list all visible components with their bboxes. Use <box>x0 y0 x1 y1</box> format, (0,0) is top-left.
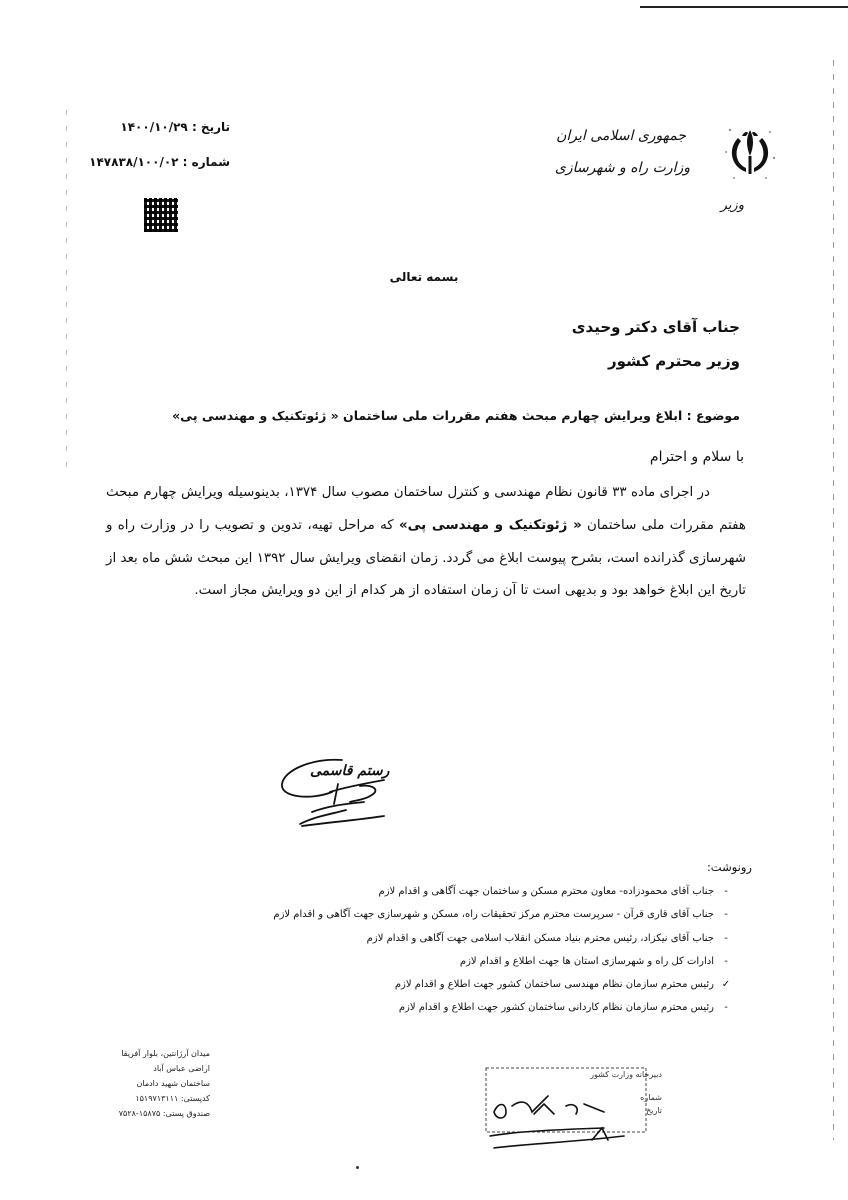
addressee-line1: جناب آقای دکتر وحیدی <box>571 318 740 336</box>
list-item: -رئیس محترم سازمان نظام کاردانی ساختمان کشور جهت اطلاع و اقدام لازم <box>398 1002 728 1014</box>
stamp-date-label: تاریخ <box>646 1106 662 1115</box>
date-line <box>120 120 230 134</box>
list-item: -ادارات کل راه و شهرسازی استان ها جهت اطلاع و اقدام لازم <box>459 955 728 967</box>
iran-emblem-icon <box>720 122 780 184</box>
scan-edge-right <box>833 60 834 1140</box>
number-line <box>89 155 230 169</box>
barcode-icon <box>144 198 178 232</box>
stamp-number-label: شماره <box>640 1093 662 1102</box>
subject-line: موضوع : ابلاغ ویرایش چهارم مبحث هفتم مقررات ملی ساختمان « ژئوتکنیک و مهندسی پی» <box>172 408 740 423</box>
body-bold-title: « ژئوتکنیک و مهندسی پی» <box>398 517 582 533</box>
list-item: ✓رئیس محترم سازمان نظام مهندسی ساختمان کشور جهت اطلاع و اقدام لازم <box>178 973 738 996</box>
stamp-text <box>486 1070 662 1115</box>
list-item: -جناب آقای نیکزاد، رئیس محترم بنیاد مسکن انقلاب اسلامی جهت آگاهی و اقدام لازم <box>366 932 728 944</box>
country-name: جمهوری اسلامی ایران <box>556 128 686 144</box>
list-item: -جناب آقای محمودزاده- معاون محترم مسکن و ساختمان جهت آگاهی و اقدام لازم <box>378 886 728 897</box>
scan-dot <box>356 1166 359 1169</box>
date-label: تاریخ : <box>191 120 230 134</box>
number-label: شماره : <box>182 155 230 169</box>
office-name: وزیر <box>720 198 744 213</box>
cc-list <box>178 880 738 1020</box>
scan-edge-top <box>640 6 848 8</box>
scan-edge-left <box>66 110 67 470</box>
body-part2: که مراحل تهیه، تدوین و تصویب را در وزارت راه و شهرسازی گذرانده است، بشرح پیوست ابلاغ می گردد. زمان انقضای ویرایش سال ۱۳۹۲ این مبحث شش ماه بعد از تاریخ این ابلاغ خواهد بود و بدیهی است تا آن زمان استفاده از هر کدام از این دو ویرایش مجاز است. <box>106 517 746 599</box>
list-item: -جناب آقای قاری قرآن - سرپرست محترم مرکز تحقیقات راه، مسکن و شهرسازی جهت آگاهی و اقدام لازم <box>273 909 728 921</box>
invocation: بسمه تعالی <box>389 270 459 284</box>
greeting: با سلام و احترام <box>649 449 744 465</box>
ministry-address: میدان آرژانتین، بلوار آفریقا اراضی عباس آباد ساختمان شهید دادمان کدپستی: ۱۵۱۹۷۱۳۱۱۱ صندوق پستی: ۱۵۸۷۵-۷۵۲۸ <box>118 1049 210 1118</box>
addressee-line2: وزیر محترم کشور <box>608 352 740 370</box>
check-mark-icon: ✓ <box>721 979 731 991</box>
body-part1: در اجرای ماده ۳۳ قانون نظام مهندسی و کنترل ساختمان مصوب سال ۱۳۷۴، بدینوسیله ویرایش چهارم مبحث هفتم مقررات ملی ساختمان <box>106 485 746 533</box>
ministry-name: وزارت راه و شهرسازی <box>554 160 690 176</box>
number-value: ۱۴۷۸۳۸/۱۰۰/۰۲ <box>89 155 179 169</box>
letter-body <box>106 477 746 608</box>
date-value: ۱۴۰۰/۱۰/۲۹ <box>120 120 188 134</box>
cc-title: رونوشت: <box>706 860 752 874</box>
stamp-title: دبیرخانه وزارت کشور <box>590 1070 662 1079</box>
signature-icon <box>272 740 412 835</box>
signatory-name: رستم قاسمی <box>310 763 390 779</box>
